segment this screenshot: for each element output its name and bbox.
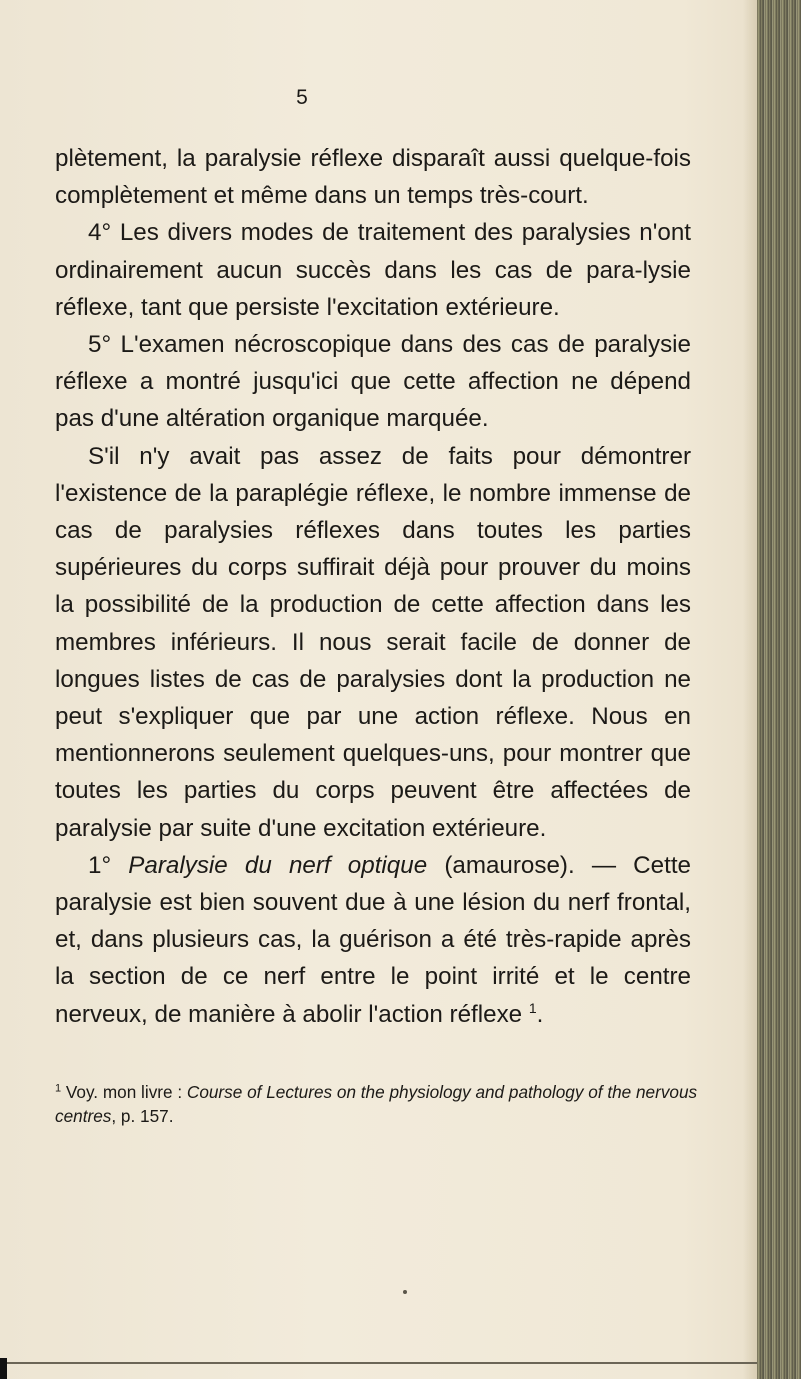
footnote-book-title: Course of Lectures on the physiology and pathology of the nervous centres — [55, 1082, 698, 1126]
paragraph-2: 4° Les divers modes de traitement des paralysies n'ont ordinairement aucun succès dans les cas de para-lysie réflexe, tant que persiste l'excitation extérieure. — [55, 219, 691, 321]
footnote — [55, 1080, 715, 1128]
footnote-reference: 1 — [528, 999, 537, 1016]
section-text: (amaurose). — Cette paralysie est bien souvent due à une lésion du nerf frontal, et, dans plusieurs cas, la guérison a été très-rapide après la section de ce nerf entre le point irrité et le centre nerveux, de manière à abolir l'action réflexe — [55, 851, 691, 1028]
page-number: 5 — [296, 86, 308, 109]
paragraph-5 — [55, 847, 691, 1033]
footnote-number: 1 — [55, 1082, 62, 1095]
footnote-suffix: , p. 157. — [111, 1106, 174, 1126]
paragraph-3: 5° L'examen nécroscopique dans des cas de paralysie réflexe a montré jusqu'ici que cette affection ne dépend pas d'une altération organique marquée. — [55, 331, 691, 433]
book-spine — [757, 0, 801, 1379]
ink-speck — [403, 1290, 407, 1294]
paragraph-1: plètement, la paralysie réflexe disparaît aussi quelque-fois complètement et même dans un temps très-court. — [55, 145, 691, 210]
footnote-prefix: Voy. mon livre : — [65, 1082, 183, 1102]
paragraph-4: S'il n'y avait pas assez de faits pour démontrer l'existence de la paraplégie réflexe, le nombre immense de cas de paralysies réflexes dans toutes les parties supérieures du corps suffirait déjà pour prouver du moins la possibilité de la production de cette affection dans les membres inférieurs. Il nous serait facile de donner de longues listes de cas de paralysies dont la production ne peut s'expliquer que par une action réflexe. Nous en mentionnerons seulement quelques-uns, pour montrer que toutes les parties du corps peuvent être affectées de paralysie par suite d'une excitation extérieure. — [55, 442, 691, 842]
bottom-page-edge — [0, 1362, 757, 1364]
section-number: 1° — [88, 851, 112, 879]
page-gutter-shadow — [743, 0, 757, 1379]
corner-mark — [0, 1358, 7, 1379]
body-text — [55, 140, 691, 1033]
section-title: Paralysie du nerf optique — [128, 851, 428, 879]
section-end: . — [536, 1000, 544, 1028]
